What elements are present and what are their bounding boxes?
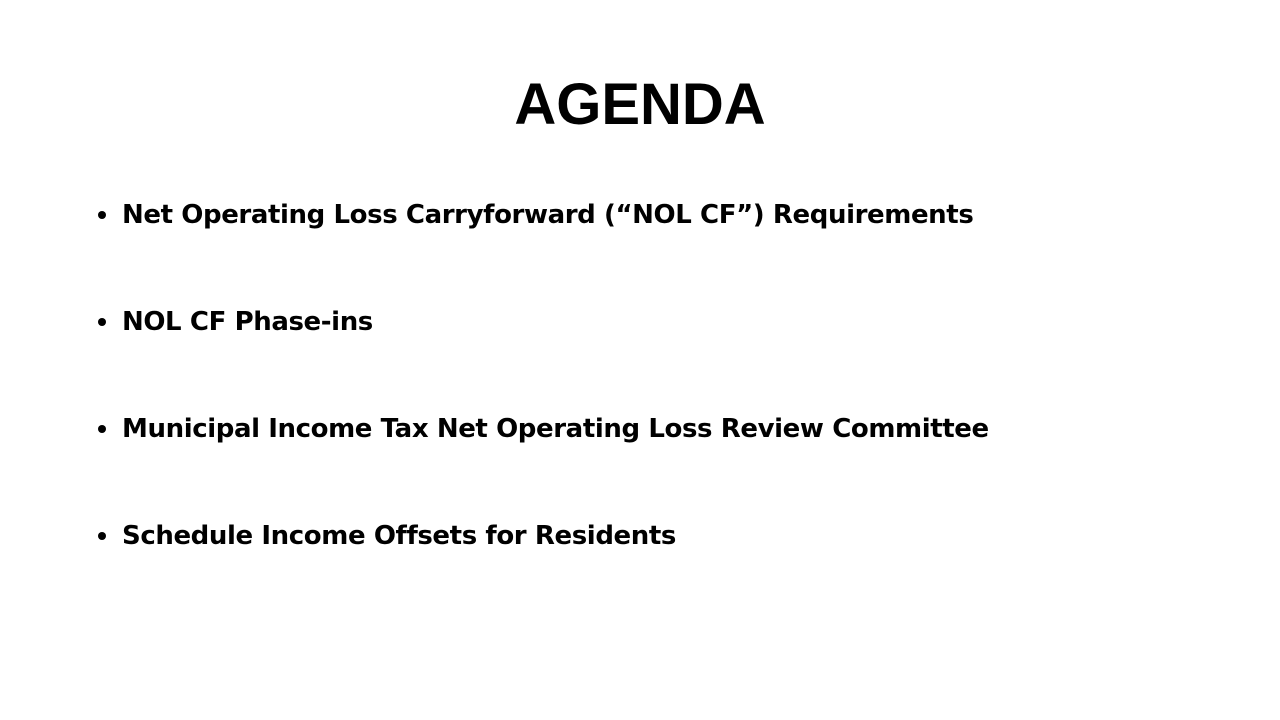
bullet-icon [98, 211, 106, 219]
agenda-item-text: Net Operating Loss Carryforward (“NOL CF”) Requirements [122, 200, 974, 230]
agenda-item-text: NOL CF Phase-ins [122, 307, 373, 337]
agenda-item [98, 509, 1218, 563]
agenda-item-text: Municipal Income Tax Net Operating Loss Review Committee [122, 414, 989, 444]
bullet-icon [98, 425, 106, 433]
agenda-list [98, 188, 1218, 616]
agenda-item-text: Schedule Income Offsets for Residents [122, 521, 676, 551]
agenda-item [98, 295, 1218, 349]
bullet-icon [98, 318, 106, 326]
bullet-icon [98, 532, 106, 540]
agenda-item [98, 402, 1218, 456]
agenda-item [98, 188, 1218, 242]
slide-title: AGENDA [514, 72, 766, 137]
